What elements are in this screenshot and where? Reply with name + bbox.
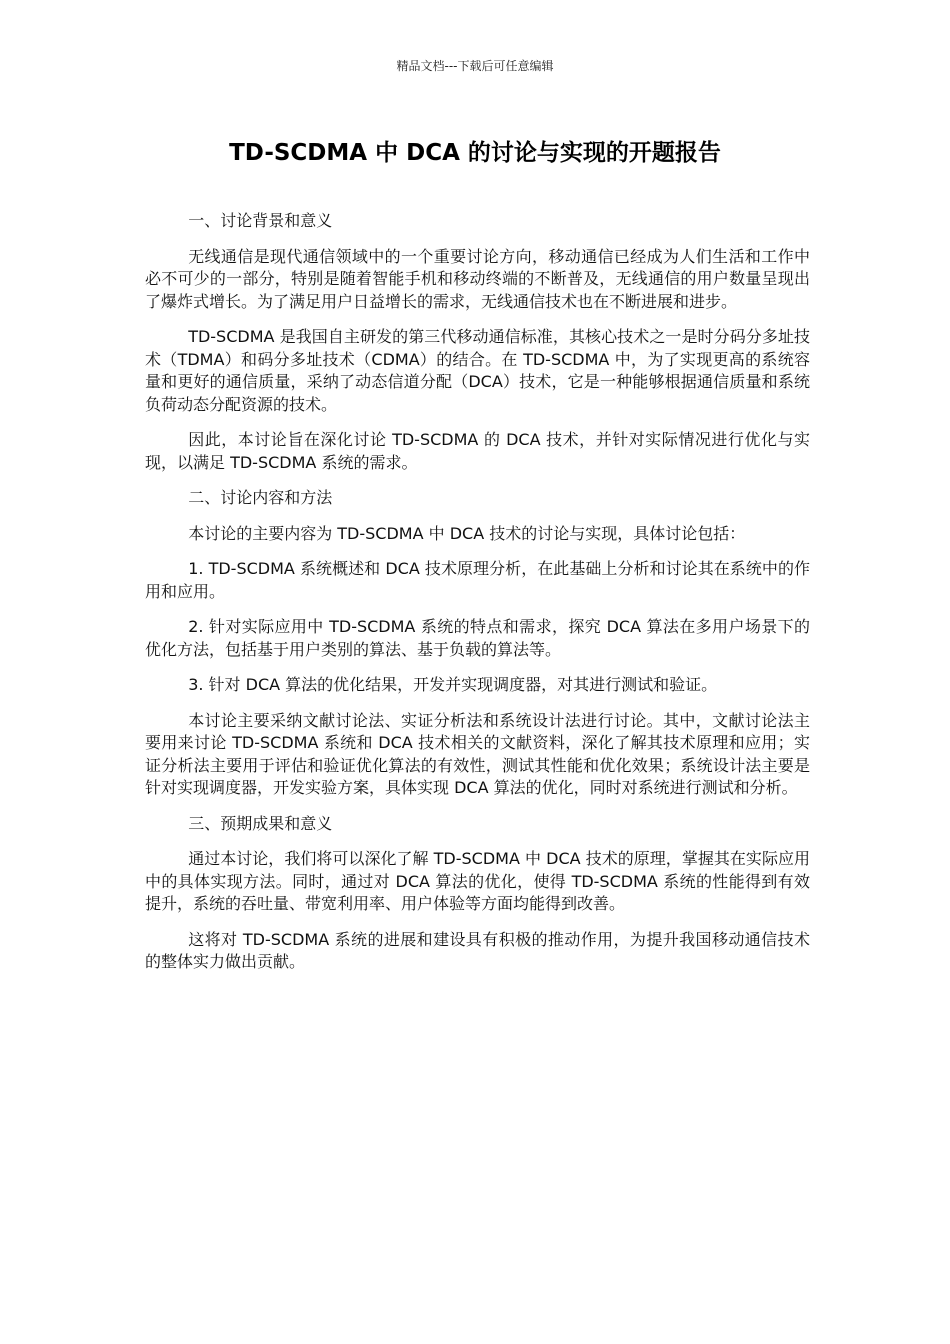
paragraph: 本讨论主要采纳文献讨论法、实证分析法和系统设计法进行讨论。其中，文献讨论法主要用来讨论 TD-SCDMA 系统和 DCA 技术相关的文献资料，深化了解其技术原理和应用；实证分析法主要用于评估和验证优化算法的有效性，测试其性能和优化效果；系统设计法主要是针对实现调度器，开发实验方案，具体实现 DCA 算法的优化，同时对系统进行测试和分析。 [145,710,810,797]
document-body [145,210,810,987]
paragraph: 无线通信是现代通信领域中的一个重要讨论方向，移动通信已经成为人们生活和工作中必不可少的一部分，特别是随着智能手机和移动终端的不断普及，无线通信的用户数量呈现出了爆炸式增长。为了满足用户日益增长的需求，无线通信技术也在不断进展和进步。 [145,246,810,311]
section-heading-expected-results: 三、预期成果和意义 [188,813,333,833]
paragraph: 因此，本讨论旨在深化讨论 TD-SCDMA 的 DCA 技术，并针对实际情况进行优化与实现，以满足 TD-SCDMA 系统的需求。 [145,430,810,472]
document-title: TD-SCDMA 中 DCA 的讨论与实现的开题报告 [229,140,721,166]
paragraph: 通过本讨论，我们将可以深化了解 TD-SCDMA 中 DCA 技术的原理，掌握其在实际应用中的具体实现方法。同时，通过对 DCA 算法的优化，使得 TD-SCDMA 系统的性能得到有效提升，系统的吞吐量、带宽利用率、用户体验等方面均能得到改善。 [145,849,810,913]
list-item: 1. TD-SCDMA 系统概述和 DCA 技术原理分析，在此基础上分析和讨论其在系统中的作用和应用。 [145,559,810,601]
section-heading-background: 一、讨论背景和意义 [188,211,333,230]
paragraph: TD-SCDMA 是我国自主研发的第三代移动通信标准，其核心技术之一是时分码分多址技术（TDMA）和码分多址技术（CDMA）的结合。在 TD-SCDMA 中，为了实现更高的系统容量和更好的通信质量，采纳了动态信道分配（DCA）技术，它是一种能够根据通信质量和系统负荷动态分配资源的技术。 [145,327,810,414]
paragraph: 这将对 TD-SCDMA 系统的进展和建设具有积极的推动作用，为提升我国移动通信技术的整体实力做出贡献。 [145,929,810,971]
section-heading-content-method: 二、讨论内容和方法 [188,488,333,507]
paragraph: 本讨论的主要内容为 TD-SCDMA 中 DCA 技术的讨论与实现，具体讨论包括： [188,523,746,543]
list-item: 2. 针对实际应用中 TD-SCDMA 系统的特点和需求，探究 DCA 算法在多用户场景下的优化方法，包括基于用户类别的算法、基于负载的算法等。 [145,617,810,659]
header-note: 精品文档---下载后可任意编辑 [396,59,554,73]
list-item: 3. 针对 DCA 算法的优化结果，开发并实现调度器，对其进行测试和验证。 [188,675,718,694]
